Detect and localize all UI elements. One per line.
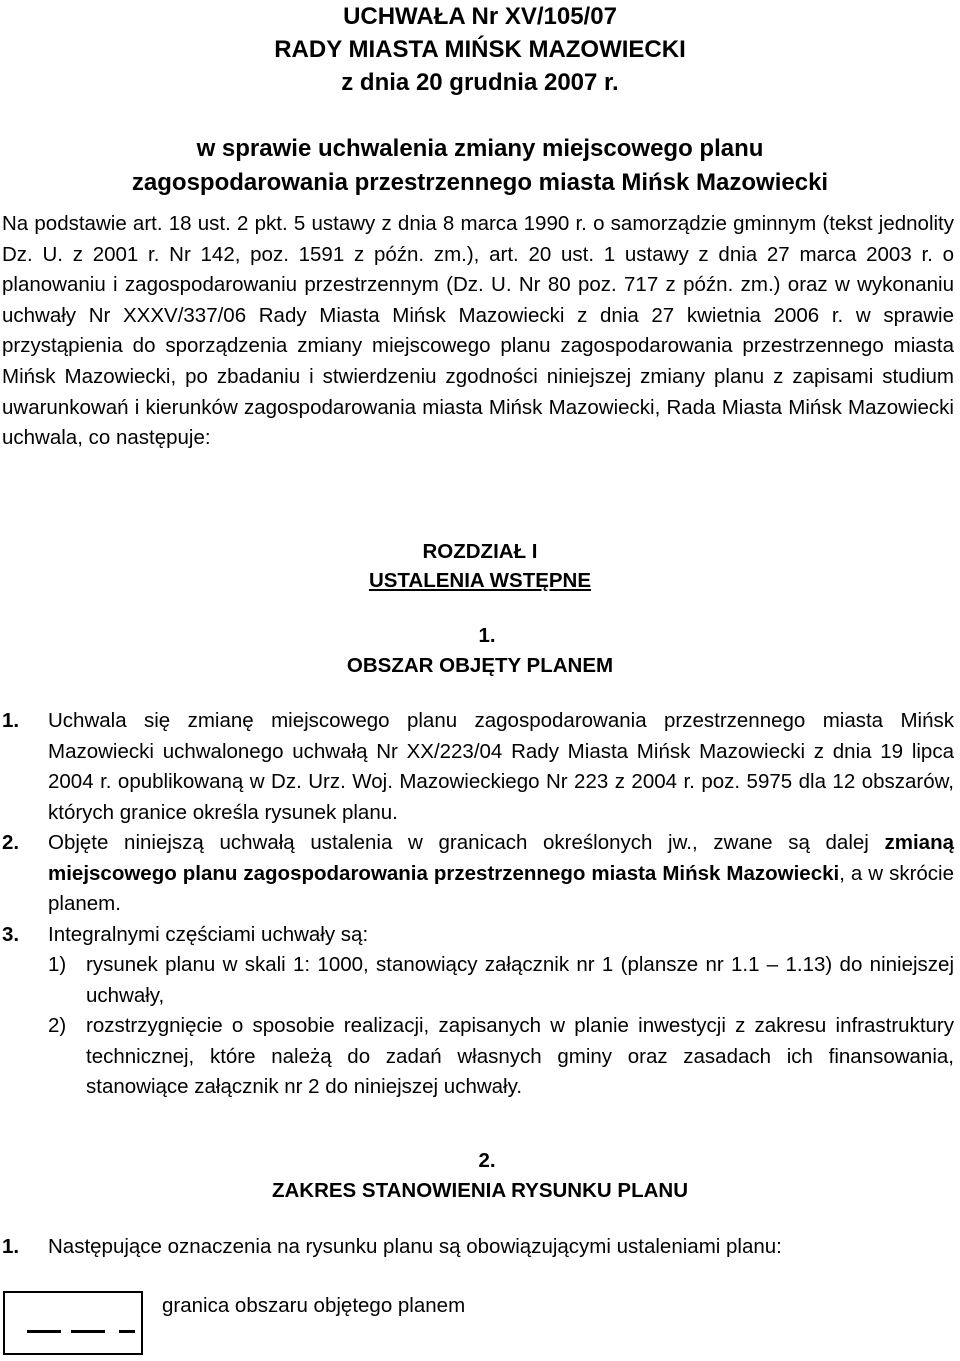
sub-list-item <box>2 950 954 1011</box>
subject-line-1: w sprawie uchwalenia zmiany miejscowego planu <box>196 135 764 162</box>
sub-list-item <box>2 1011 954 1103</box>
section-1-number: 1. <box>478 624 496 647</box>
list-item <box>2 706 954 828</box>
section-2-number-wrap <box>0 1146 960 1176</box>
council-name: RADY MIASTA MIŃSK MAZOWIECKI <box>274 36 686 63</box>
resolution-date: z dnia 20 grudnia 2007 r. <box>341 69 619 96</box>
dash-segment <box>119 1330 135 1333</box>
chapter-label: ROZDZIAŁ I <box>422 540 538 563</box>
resolution-number: UCHWAŁA Nr XV/105/07 <box>343 3 617 30</box>
sub-item-number: 1) <box>48 953 67 976</box>
intro-paragraph: Na podstawie art. 18 ust. 2 pkt. 5 ustawy z dnia 8 marca 1990 r. o samorządzie gminnym (tekst jednolity Dz. U. z 2001 r. Nr 142, poz. 1591 z późn. zm.), art. 20 ust. 1 ustawy z dnia 27 marca 2003 r. o planowaniu i zagospodarowaniu przestrzennym (Dz. U. Nr 80 poz. 717 z późn. zm.) oraz w wykonaniu uchwały Nr XXXV/337/06 Rady Miasta Mińsk Mazowiecki z dnia 27 kwietnia 2006 r. w sprawie przystąpienia do sporządzenia zmiany miejscowego planu zagospodarowania przestrzennego miasta Mińsk Mazowiecki, po zbadaniu i stwierdzeniu zgodności niniejszej zmiany planu z zapisami studium uwarunkowań i kierunków zagospodarowania miasta Mińsk Mazowiecki, Rada Miasta Mińsk Mazowiecki uchwala, co następuje: <box>2 212 954 450</box>
item-number: 3. <box>2 922 20 946</box>
list-item <box>2 1232 954 1263</box>
sub-item-text: rozstrzygnięcie o sposobie realizacji, zapisanych w planie inwestycji z zakresu infrastruktury technicznej, które należą do zadań własnych gminy oraz zasadach ich finansowania, stanowiące załącznik nr 2 do niniejszej uchwały. <box>86 1014 954 1098</box>
dashed-boundary-line-icon <box>3 1291 143 1355</box>
dash-segment <box>71 1330 105 1333</box>
sub-item-text: rysunek planu w skali 1: 1000, stanowiący załącznik nr 1 (plansze nr 1.1 – 1.13) do niniejszej uchwały, <box>86 953 954 1007</box>
dash-segment <box>27 1330 61 1333</box>
item-text: Uchwala się zmianę miejscowego planu zagospodarowania przestrzennego miasta Mińsk Mazowiecki uchwalonego uchwałą Nr XX/223/04 Rady Miasta Mińsk Mazowiecki z dnia 19 lipca 2004 r. opublikowaną w Dz. Urz. Woj. Mazowieckiego Nr 223 z 2004 r. poz. 5975 dla 12 obszarów, których granice określa rysunek planu. <box>48 709 954 824</box>
item-number: 1. <box>2 1235 20 1258</box>
chapter-title: USTALENIA WSTĘPNE <box>368 569 592 592</box>
sub-item-number: 2) <box>48 1014 67 1037</box>
item-text-after: , a w skrócie planem. <box>48 861 954 915</box>
resolution-header <box>0 0 960 99</box>
resolution-subject <box>0 132 960 200</box>
item-number: 1. <box>2 709 20 732</box>
section-1-title: OBSZAR OBJĘTY PLANEM <box>346 654 614 677</box>
item-text-bold: zmianą miejscowego planu zagospodarowania przestrzennego miasta Mińsk Mazowiecki <box>48 831 954 885</box>
legend-boundary-label: granica obszaru objętego planem <box>162 1294 466 1317</box>
chapter-title-wrap <box>0 566 960 596</box>
section-2-number: 2. <box>478 1149 496 1172</box>
subject-line-2: zagospodarowania przestrzennego miasta Mińsk Mazowiecki <box>131 169 829 196</box>
section-2-body <box>2 1232 954 1263</box>
list-item <box>2 828 954 920</box>
item-text: Integralnymi częściami uchwały są: <box>48 922 369 946</box>
item-text-before: Objęte niniejszą uchwałą ustalenia w granicach określonych jw., zwane są dalej <box>48 831 885 854</box>
section-2-title: ZAKRES STANOWIENIA RYSUNKU PLANU <box>271 1179 689 1202</box>
item-text: Następujące oznaczenia na rysunku planu są obowiązującymi ustaleniami planu: <box>48 1235 782 1258</box>
list-item <box>2 920 954 951</box>
section-1-body <box>2 706 954 1103</box>
section-1-number-wrap <box>0 621 960 651</box>
item-number: 2. <box>2 831 20 854</box>
